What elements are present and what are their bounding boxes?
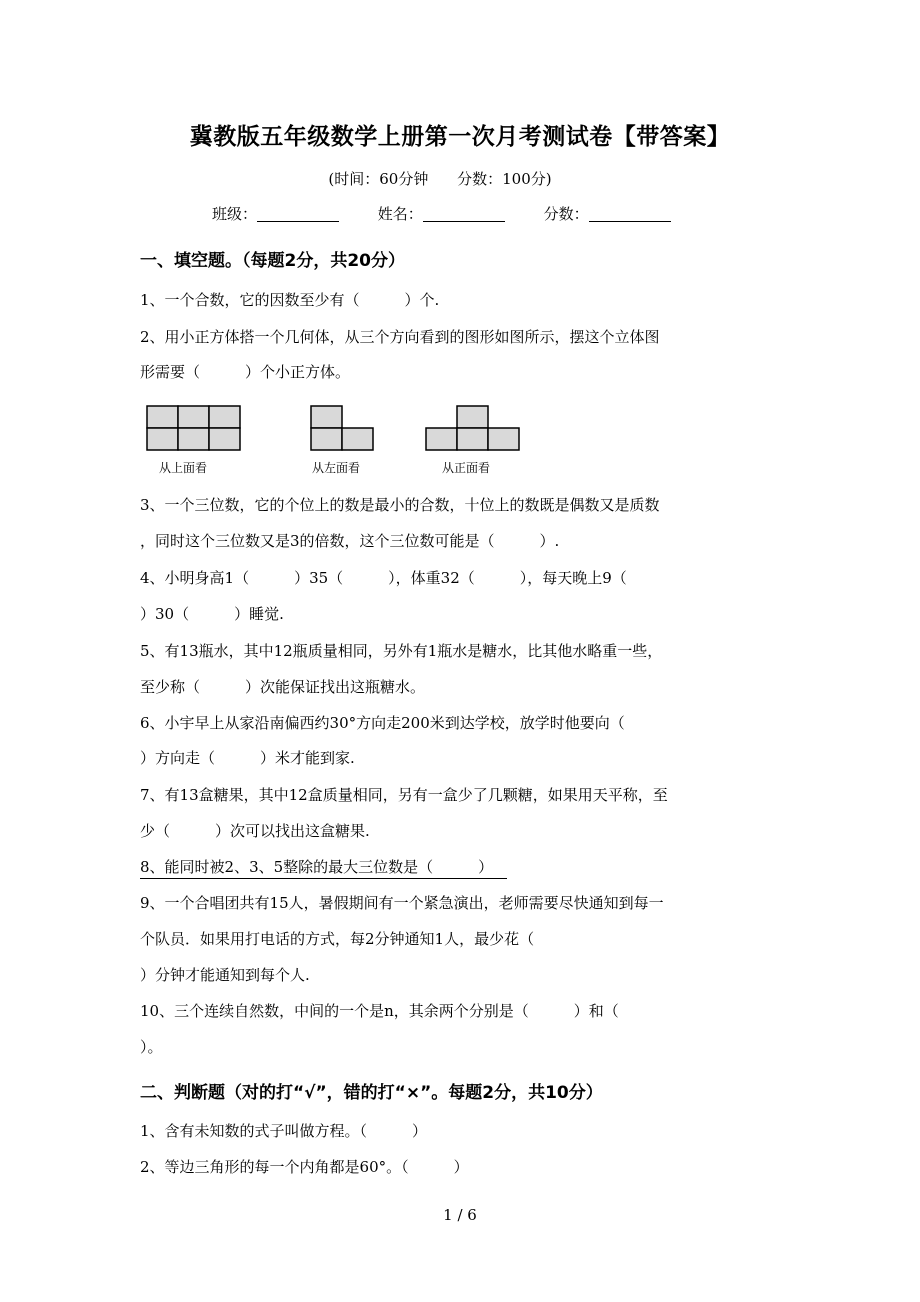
question-line: 4、小明身高1（ ）35（ ），体重32（ ），每天晚上9（ — [140, 569, 627, 587]
question-line: 9、一个合唱团共有15人，暑假期间有一个紧急演出，老师需要尽快通知到每一 — [140, 894, 664, 912]
score-field[interactable] — [589, 205, 671, 222]
question-line: 2、等边三角形的每一个内角都是60°。（ ） — [140, 1158, 469, 1176]
question-line: ）分钟才能通知到每个人. — [140, 966, 310, 984]
top-view-cube — [147, 428, 178, 450]
question-line: ）。 — [140, 1038, 163, 1056]
exam-meta — [0, 168, 880, 189]
question-line: 形需要（ ）个小正方体。 — [140, 363, 351, 381]
section-judge-heading: 二、判断题（对的打“√”，错的打“×”。每题2分，共10分） — [140, 1083, 603, 1103]
three-view-figure — [140, 402, 540, 480]
top-view-cube — [209, 428, 240, 450]
question-line: 3、一个三位数，它的个位上的数是最小的合数，十位上的数既是偶数又是质数 — [140, 496, 660, 514]
time-limit: (时间：60分钟 — [328, 170, 429, 188]
left-view-cube — [311, 406, 342, 428]
question-line: 2、用小正方体搭一个几何体，从三个方向看到的图形如图所示，摆这个立体图 — [140, 328, 660, 346]
question-line: 少（ ）次可以找出这盒糖果. — [140, 822, 370, 840]
class-field[interactable] — [257, 205, 339, 222]
question-line: ）30（ ）睡觉. — [140, 605, 284, 623]
page-title: 冀教版五年级数学上册第一次月考测试卷【带答案】 — [189, 124, 731, 150]
question-line: 5、有13瓶水，其中12瓶质量相同，另外有1瓶水是糖水，比其他水略重一些， — [140, 642, 663, 660]
score-label: 分数： — [543, 205, 589, 223]
left-view-cube — [311, 428, 342, 450]
question-line: 10、三个连续自然数，中间的一个是n，其余两个分别是（ ）和（ — [140, 1002, 619, 1020]
front-view-cube — [426, 428, 457, 450]
question-line-underlined: 8、能同时被2、3、5整除的最大三位数是（ ） — [140, 856, 507, 877]
name-field[interactable] — [423, 205, 505, 222]
page-number: 1 / 6 — [443, 1206, 477, 1224]
question-line: 1、含有未知数的式子叫做方程。（ ） — [140, 1122, 428, 1140]
figure-label-top: 从上面看 — [159, 461, 208, 475]
top-view-cube — [178, 428, 209, 450]
question-line: 至少称（ ）次能保证找出这瓶糖水。 — [140, 678, 426, 696]
front-view-cube — [457, 428, 488, 450]
section-fill-blank-heading: 一、填空题。（每题2分，共20分） — [140, 251, 405, 271]
student-info — [212, 203, 705, 224]
question-line: 个队员．如果用打电话的方式，每2分钟通知1人，最少花（ — [140, 930, 535, 948]
figure-label-left: 从左面看 — [312, 461, 361, 475]
figure-label-front: 从正面看 — [442, 461, 491, 475]
question-line: 7、有13盒糖果，其中12盒质量相同，另有一盒少了几颗糖，如果用天平称，至 — [140, 786, 668, 804]
front-view-cube — [488, 428, 519, 450]
front-view-cube — [457, 406, 488, 428]
top-view-cube — [147, 406, 178, 428]
top-view-cube — [209, 406, 240, 428]
question-line: ）方向走（ ）米才能到家. — [140, 749, 355, 767]
class-label: 班级： — [212, 205, 258, 223]
question-line: ，同时这个三位数又是3的倍数，这个三位数可能是（ ）. — [140, 532, 560, 550]
top-view-cube — [178, 406, 209, 428]
question-line: 1、一个合数，它的因数至少有（ ）个. — [140, 291, 440, 309]
question-line: 6、小宇早上从家沿南偏西约30°方向走200米到达学校，放学时他要向（ — [140, 714, 625, 732]
name-label: 姓名： — [377, 205, 423, 223]
total-score: 分数：100分) — [457, 170, 552, 188]
left-view-cube — [342, 428, 373, 450]
